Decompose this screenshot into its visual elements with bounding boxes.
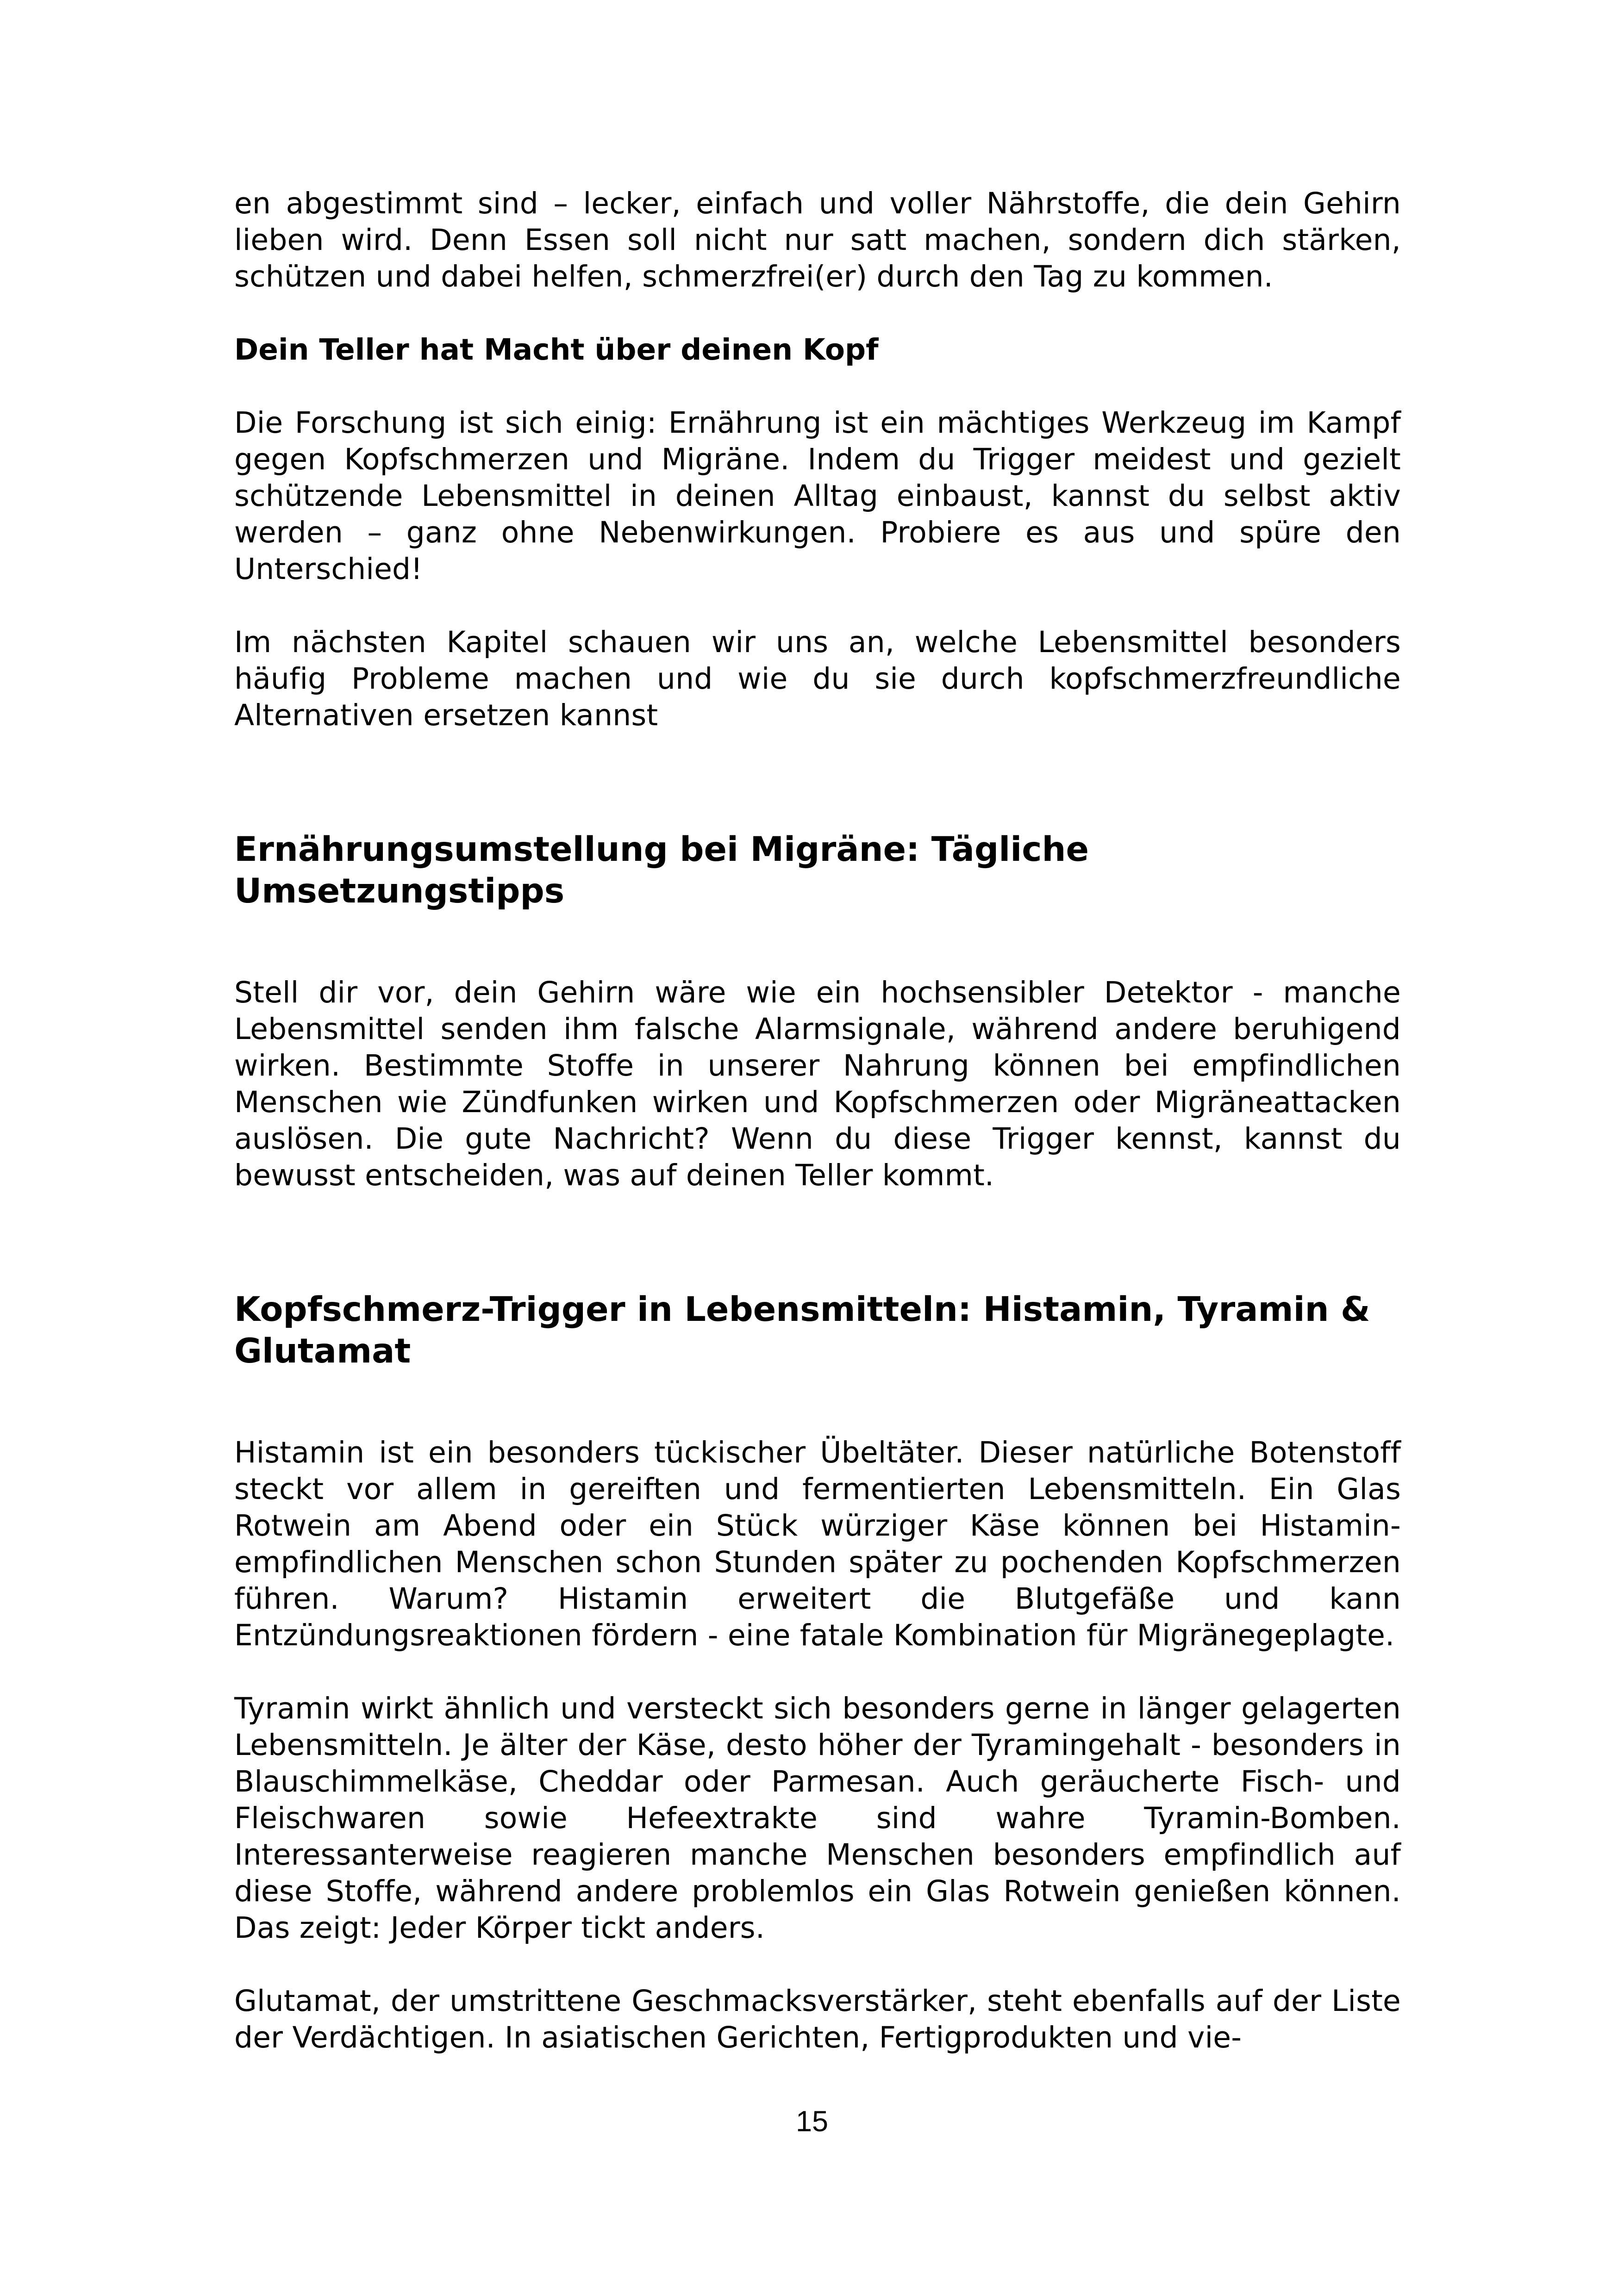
paragraph-research: Die Forschung ist sich einig: Ernährung ist ein mächtiges Werkzeug im Kampf gegen Kopfschmerzen und Migräne. Indem du Trigger meidest und gezielt schützende Lebensmittel in deinen Alltag einbaust, kannst du selbst aktiv werden – ganz ohne Nebenwirkungen. Probiere es aus und spüre den Unterschied!	[234, 406, 1401, 586]
section-heading-kopfschmerz-trigger: Kopfschmerz-Trigger in Lebensmitteln: Histamin, Tyramin & Glutamat	[234, 1290, 1370, 1371]
paragraph-glutamat: Glutamat, der umstrittene Geschmacksverstärker, steht ebenfalls auf der Liste der Verdächtigen. In asiatischen Gerichten, Fertigprodukten und vie-	[234, 1984, 1401, 2054]
intro-paragraph: en abgestimmt sind – lecker, einfach und voller Nährstoffe, die dein Gehirn lieben wird. Denn Essen soll nicht nur satt machen, sondern dich stärken, schützen und dabei helfen, schmerzfrei(er) durch den Tag zu kommen.	[234, 187, 1401, 293]
paragraph-next-chapter: Im nächsten Kapitel schauen wir uns an, welche Lebensmittel besonders häufig Probleme machen und wie du sie durch kopfschmerzfreundliche Alternativen ersetzen kannst	[234, 625, 1401, 732]
paragraph-tyramin: Tyramin wirkt ähnlich und versteckt sich besonders gerne in länger gelagerten Lebensmitteln. Je älter der Käse, desto höher der Tyramingehalt - besonders in Blauschimmelkäse, Cheddar oder Parmesan. Auch geräucherte Fisch- und Fleischwaren sowie Hefeextrakte sind wahre Tyramin-Bomben. Interessanterweise reagieren manche Menschen besonders empfindlich auf diese Stoffe, während andere problemlos ein Glas Rotwein genießen können. Das zeigt: Jeder Körper tickt anders.	[234, 1692, 1401, 1945]
paragraph-histamin: Histamin ist ein besonders tückischer Übeltäter. Dieser natürliche Botenstoff steckt vor allem in gereiften und fermentierten Lebensmitteln. Ein Glas Rotwein am Abend oder ein Stück würziger Käse können bei Histamin-empfindlichen Menschen schon Stunden später zu pochenden Kopfschmerzen führen. Warum? Histamin erweitert die Blutgefäße und kann Entzündungsreaktionen fördern - eine fatale Kombination für Migränegeplagte.	[234, 1436, 1401, 1652]
page-content	[234, 185, 1401, 2056]
section-heading-ernaehrungsumstellung: Ernährungsumstellung bei Migräne: Tägliche Umsetzungstipps	[234, 830, 1089, 911]
paragraph-detektor: Stell dir vor, dein Gehirn wäre wie ein hochsensibler Detektor - manche Lebensmittel senden ihm falsche Alarmsignale, während andere beruhigend wirken. Bestimmte Stoffe in unserer Nahrung können bei empfindlichen Menschen wie Zündfunken wirken und Kopfschmerzen oder Migräneattacken auslösen. Die gute Nachricht? Wenn du diese Trigger kennst, kannst du bewusst entscheiden, was auf deinen Teller kommt.	[234, 976, 1401, 1192]
subheading: Dein Teller hat Macht über deinen Kopf	[234, 333, 879, 367]
page-number: 15	[795, 2105, 829, 2138]
